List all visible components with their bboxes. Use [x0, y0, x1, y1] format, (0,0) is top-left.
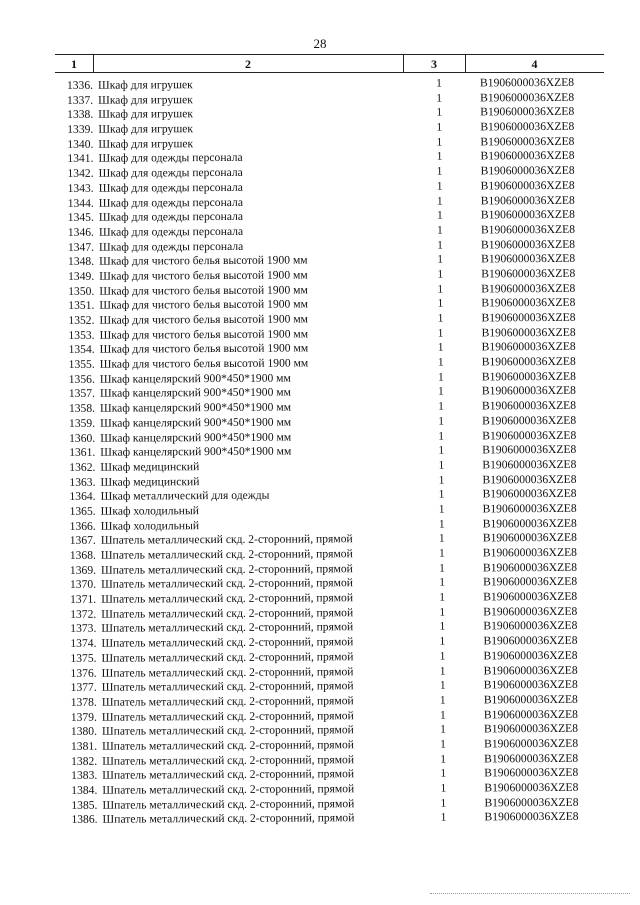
- row-number: 1344.: [67, 196, 94, 210]
- item-name: Шпатель металлический скд. 2-сторонний, прямой: [101, 708, 354, 724]
- item-code: B1906000036XZE8: [480, 119, 575, 134]
- row-number: 1366.: [69, 519, 96, 533]
- row-number: 1342.: [67, 166, 94, 181]
- item-code: B1906000036XZE8: [480, 208, 575, 222]
- item-name: Шкаф для одежды персонала: [98, 180, 243, 195]
- item-code: B1906000036XZE8: [482, 516, 577, 531]
- row-number: 1379.: [70, 710, 97, 724]
- item-quantity: 1: [437, 355, 444, 369]
- table-row: [59, 810, 608, 828]
- item-quantity: 1: [439, 693, 446, 707]
- item-quantity: 1: [437, 370, 444, 384]
- item-quantity: 1: [437, 296, 444, 310]
- item-code: B1906000036XZE8: [484, 736, 579, 751]
- item-code: B1906000036XZE8: [482, 443, 577, 457]
- item-code: B1906000036XZE8: [480, 222, 576, 237]
- item-code: B1906000036XZE8: [484, 795, 579, 810]
- row-number: 1355.: [68, 357, 95, 371]
- item-code: B1906000036XZE8: [481, 266, 576, 281]
- item-name: Шкаф холодильный: [100, 504, 200, 518]
- item-name: Шкаф для игрушек: [98, 122, 194, 136]
- item-code: B1906000036XZE8: [479, 75, 575, 90]
- item-quantity: 1: [436, 135, 443, 149]
- item-quantity: 1: [438, 473, 445, 487]
- item-quantity: 1: [438, 502, 445, 516]
- row-number: 1386.: [71, 813, 98, 827]
- item-name: Шкаф канцелярский 900*450*1900 мм: [99, 400, 292, 415]
- item-code: B1906000036XZE8: [484, 810, 579, 824]
- item-name: Шкаф для одежды персонала: [98, 165, 243, 180]
- row-number: 1337.: [66, 93, 94, 107]
- item-quantity: 1: [438, 546, 445, 560]
- row-number: 1371.: [70, 592, 97, 606]
- item-name: Шкаф для чистого белья высотой 1900 мм: [99, 297, 308, 313]
- table-header: [55, 54, 604, 73]
- item-quantity: 1: [439, 605, 446, 619]
- item-code: B1906000036XZE8: [480, 178, 575, 193]
- row-number: 1347.: [67, 240, 95, 254]
- item-quantity: 1: [438, 414, 445, 428]
- column-header-4: 4: [531, 57, 538, 71]
- row-number: 1352.: [68, 313, 95, 327]
- item-code: B1906000036XZE8: [480, 237, 576, 251]
- item-code: B1906000036XZE8: [483, 633, 578, 648]
- column-header-1: 1: [71, 57, 77, 71]
- row-number: 1382.: [71, 754, 98, 768]
- row-number: 1372.: [70, 607, 97, 621]
- row-number: 1376.: [70, 666, 97, 680]
- item-quantity: 1: [437, 341, 444, 355]
- item-quantity: 1: [438, 429, 445, 443]
- row-number: 1349.: [68, 269, 95, 283]
- row-number: 1370.: [69, 578, 97, 592]
- item-quantity: 1: [437, 282, 444, 296]
- item-name: Шкаф для чистого белья высотой 1900 мм: [99, 268, 308, 283]
- item-quantity: 1: [440, 766, 447, 780]
- item-code: B1906000036XZE8: [481, 281, 576, 296]
- row-number: 1378.: [70, 695, 97, 709]
- item-name: Шкаф канцелярский 900*450*1900 мм: [100, 415, 292, 430]
- item-code: B1906000036XZE8: [480, 163, 575, 178]
- item-quantity: 1: [436, 91, 443, 105]
- row-number: 1350.: [68, 284, 95, 298]
- row-number: 1343.: [67, 181, 94, 195]
- item-name: Шкаф медицинский: [100, 474, 200, 489]
- item-code: B1906000036XZE8: [480, 134, 575, 149]
- row-number: 1383.: [71, 769, 98, 783]
- item-code: B1906000036XZE8: [483, 575, 578, 589]
- item-quantity: 1: [438, 458, 445, 472]
- row-number: 1365.: [69, 504, 96, 518]
- item-name: Шкаф канцелярский 900*450*1900 мм: [100, 430, 292, 445]
- item-code: B1906000036XZE8: [480, 149, 575, 163]
- item-quantity: 1: [436, 179, 443, 193]
- item-name: Шпатель металлический скд. 2-сторонний, прямой: [101, 620, 354, 636]
- item-quantity: 1: [436, 76, 442, 90]
- item-quantity: 1: [436, 150, 443, 164]
- item-quantity: 1: [440, 796, 447, 810]
- item-quantity: 1: [439, 634, 446, 648]
- item-code: B1906000036XZE8: [482, 531, 577, 545]
- item-name: Шпатель металлический скд. 2-сторонний, прямой: [101, 576, 353, 592]
- row-number: 1356.: [68, 372, 95, 386]
- item-name: Шкаф для чистого белья высотой 1900 мм: [99, 356, 309, 371]
- row-number: 1380.: [70, 725, 98, 739]
- item-code: B1906000036XZE8: [484, 780, 579, 795]
- item-name: Шпатель металлический скд. 2-сторонний, прямой: [101, 635, 354, 650]
- item-code: B1906000036XZE8: [482, 428, 577, 442]
- item-code: B1906000036XZE8: [480, 105, 575, 119]
- item-code: B1906000036XZE8: [483, 619, 578, 633]
- item-code: B1906000036XZE8: [483, 604, 578, 619]
- item-code: B1906000036XZE8: [483, 589, 578, 604]
- row-number: 1354.: [68, 343, 95, 357]
- item-quantity: 1: [438, 443, 445, 457]
- item-name: Шкаф для чистого белья высотой 1900 мм: [99, 312, 309, 327]
- item-quantity: 1: [438, 531, 445, 545]
- item-quantity: 1: [439, 649, 446, 663]
- item-code: B1906000036XZE8: [481, 354, 576, 369]
- row-number: 1359.: [68, 416, 96, 430]
- row-number: 1368.: [69, 548, 96, 562]
- row-number: 1385.: [71, 798, 98, 812]
- column-header-2: 2: [245, 57, 251, 71]
- item-code: B1906000036XZE8: [482, 413, 577, 428]
- item-code: B1906000036XZE8: [483, 648, 578, 663]
- item-quantity: 1: [436, 194, 443, 208]
- scan-artifact: [430, 893, 630, 896]
- row-number: 1353.: [68, 328, 95, 342]
- row-number: 1358.: [68, 401, 96, 416]
- item-quantity: 1: [436, 223, 443, 237]
- item-quantity: 1: [436, 208, 443, 222]
- item-code: B1906000036XZE8: [482, 457, 577, 472]
- item-quantity: 1: [438, 399, 444, 413]
- item-code: B1906000036XZE8: [481, 325, 576, 340]
- item-code: B1906000036XZE8: [481, 340, 576, 354]
- item-code: B1906000036XZE8: [483, 692, 578, 707]
- row-number: 1369.: [69, 563, 97, 577]
- item-name: Шпатель металлический скд. 2-сторонний, прямой: [101, 650, 354, 665]
- item-code: B1906000036XZE8: [483, 722, 579, 736]
- item-name: Шкаф для одежды персонала: [98, 224, 244, 239]
- item-code: B1906000036XZE8: [482, 501, 577, 516]
- item-quantity: 1: [438, 487, 445, 501]
- row-number: 1363.: [69, 475, 96, 489]
- item-name: Шкаф для игрушек: [97, 78, 193, 92]
- row-number: 1364.: [69, 490, 96, 504]
- row-number: 1339.: [67, 122, 94, 136]
- row-number: 1377.: [70, 680, 97, 695]
- item-name: Шкаф для одежды персонала: [98, 239, 244, 254]
- item-quantity: 1: [437, 385, 444, 399]
- item-name: Шпатель металлический скд. 2-сторонний, прямой: [100, 561, 353, 577]
- item-quantity: 1: [436, 120, 443, 134]
- item-quantity: 1: [439, 561, 445, 575]
- item-name: Шкаф для чистого белья высотой 1900 мм: [99, 327, 309, 342]
- item-quantity: 1: [436, 106, 443, 120]
- row-number: 1374.: [70, 636, 97, 651]
- item-name: Шпатель металлический скд. 2-сторонний, прямой: [101, 694, 354, 709]
- item-code: B1906000036XZE8: [482, 472, 577, 486]
- item-name: Шкаф канцелярский 900*450*1900 мм: [99, 371, 291, 386]
- item-code: B1906000036XZE8: [482, 545, 577, 560]
- item-name: Шкаф холодильный: [100, 518, 200, 533]
- item-quantity: 1: [437, 252, 444, 266]
- row-number: 1357.: [68, 387, 95, 401]
- item-name: Шпатель металлический скд. 2-сторонний, прямой: [102, 752, 355, 768]
- item-code: B1906000036XZE8: [481, 384, 577, 398]
- item-code: B1906000036XZE8: [480, 90, 575, 105]
- item-code: B1906000036XZE8: [483, 707, 578, 721]
- item-code: B1906000036XZE8: [484, 766, 579, 780]
- row-number: 1373.: [70, 622, 97, 636]
- item-name: Шпатель металлический скд. 2-сторонний, прямой: [102, 782, 355, 797]
- row-number: 1360.: [69, 431, 96, 445]
- item-name: Шпатель металлический скд. 2-сторонний, прямой: [101, 723, 354, 738]
- column-header-3: 3: [431, 57, 437, 71]
- item-name: Шкаф металлический для одежды: [100, 488, 270, 503]
- item-name: Шкаф для чистого белья высотой 1900 мм: [99, 283, 308, 298]
- item-name: Шпатель металлический скд. 2-сторонний, прямой: [101, 679, 354, 694]
- row-number: 1345.: [67, 210, 94, 225]
- item-name: Шкаф для одежды персонала: [98, 151, 243, 166]
- page-number: 28: [313, 36, 327, 51]
- item-name: Шпатель металлический скд. 2-сторонний, прямой: [101, 664, 354, 680]
- item-name: Шкаф для игрушек: [98, 107, 193, 122]
- row-number: 1375.: [70, 651, 97, 665]
- item-quantity: 1: [439, 664, 446, 678]
- item-name: Шпатель металлический скд. 2-сторонний, прямой: [100, 547, 353, 562]
- item-code: B1906000036XZE8: [482, 487, 577, 501]
- item-code: B1906000036XZE8: [484, 751, 579, 766]
- item-quantity: 1: [440, 737, 447, 751]
- item-quantity: 1: [440, 810, 447, 825]
- item-name: Шпатель металлический скд. 2-сторонний, прямой: [102, 767, 355, 783]
- row-number: 1361.: [69, 445, 96, 460]
- item-code: B1906000036XZE8: [483, 678, 578, 692]
- item-name: Шпатель металлический скд. 2-сторонний, прямой: [100, 532, 353, 548]
- item-quantity: 1: [437, 326, 444, 340]
- item-name: Шкаф для чистого белья высотой 1900 мм: [99, 341, 309, 357]
- item-name: Шкаф для чистого белья высотой 1900 мм: [99, 253, 308, 268]
- item-name: Шкаф для игрушек: [98, 92, 193, 107]
- item-name: Шкаф для игрушек: [98, 136, 194, 151]
- row-number: 1346.: [67, 225, 94, 239]
- item-name: Шкаф медицинский: [100, 460, 200, 474]
- row-number: 1340.: [67, 137, 94, 151]
- item-code: B1906000036XZE8: [481, 310, 576, 325]
- item-code: B1906000036XZE8: [483, 663, 578, 677]
- row-number: 1338.: [67, 108, 94, 122]
- table-body: [55, 76, 609, 828]
- item-quantity: 1: [440, 781, 447, 795]
- item-quantity: 1: [439, 708, 446, 722]
- item-code: B1906000036XZE8: [481, 252, 576, 266]
- item-name: Шпатель металлический скд. 2-сторонний, прямой: [102, 738, 354, 753]
- item-quantity: 1: [440, 722, 446, 736]
- item-name: Шкаф канцелярский 900*450*1900 мм: [100, 444, 292, 459]
- item-name: Шпатель металлический скд. 2-сторонний, прямой: [101, 605, 354, 621]
- item-quantity: 1: [437, 267, 444, 281]
- item-code: B1906000036XZE8: [481, 398, 577, 413]
- item-quantity: 1: [439, 576, 446, 590]
- item-code: B1906000036XZE8: [481, 296, 576, 310]
- item-name: Шпатель металлический скд. 2-сторонний, прямой: [101, 591, 354, 606]
- row-number: 1367.: [69, 534, 96, 548]
- row-number: 1381.: [70, 739, 98, 753]
- row-number: 1336.: [66, 78, 94, 92]
- item-quantity: 1: [437, 238, 443, 252]
- item-quantity: 1: [439, 590, 446, 604]
- item-name: Шпатель металлический скд. 2-сторонний, прямой: [102, 796, 355, 812]
- row-number: 1348.: [67, 255, 95, 269]
- row-number: 1341.: [67, 152, 94, 166]
- row-number: 1362.: [69, 460, 96, 474]
- row-number: 1351.: [68, 299, 95, 313]
- item-quantity: 1: [438, 517, 445, 531]
- item-name: Шкаф для одежды персонала: [98, 210, 244, 224]
- item-name: Шкаф для одежды персонала: [98, 195, 243, 210]
- item-quantity: 1: [440, 752, 447, 766]
- item-code: B1906000036XZE8: [481, 369, 576, 384]
- item-name: Шпатель металлический скд. 2-сторонний, прямой: [102, 811, 355, 827]
- item-code: B1906000036XZE8: [480, 193, 575, 207]
- item-quantity: 1: [436, 164, 443, 178]
- item-name: Шкаф канцелярский 900*450*1900 мм: [99, 386, 291, 401]
- row-number: 1384.: [71, 783, 98, 797]
- item-quantity: 1: [439, 620, 446, 634]
- item-code: B1906000036XZE8: [482, 560, 578, 575]
- item-quantity: 1: [439, 678, 446, 692]
- item-quantity: 1: [437, 311, 444, 325]
